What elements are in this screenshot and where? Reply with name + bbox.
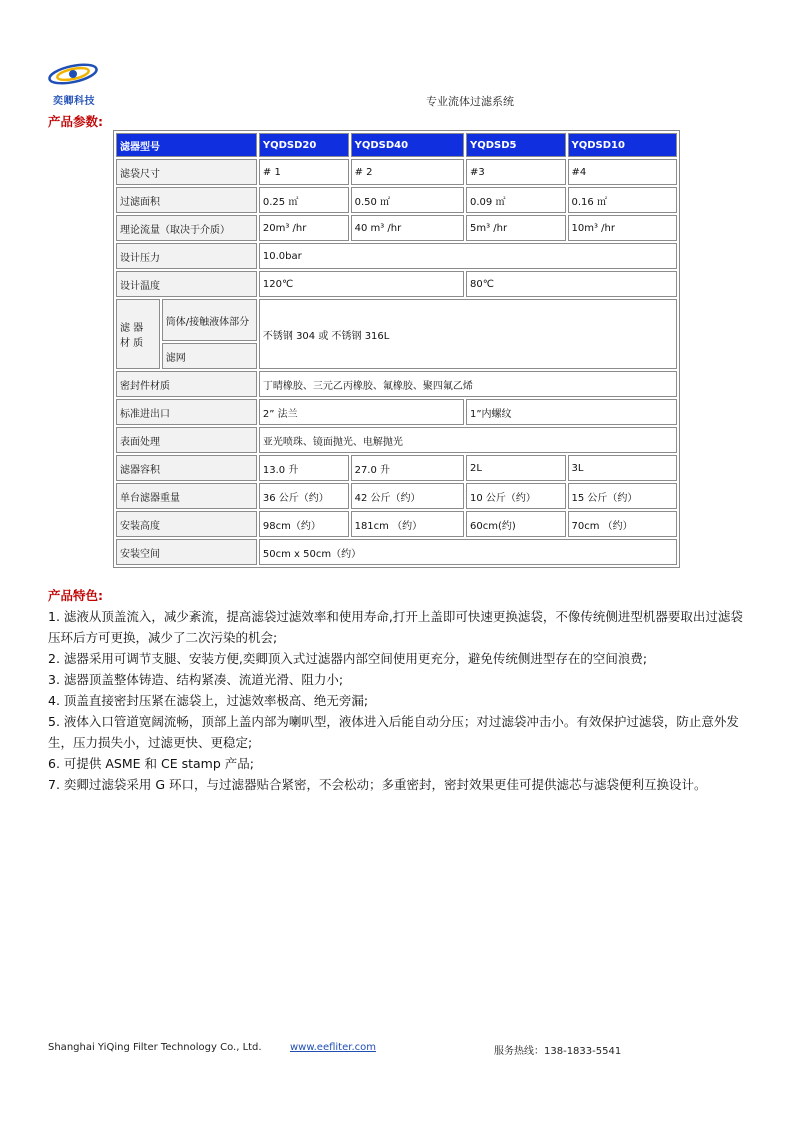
- feature-item: 6. 可提供 ASME 和 CE stamp 产品;: [48, 756, 254, 771]
- table-cell: 42 公斤（约）: [351, 483, 464, 509]
- table-row: [116, 299, 677, 341]
- table-cell: #4: [568, 159, 678, 185]
- row-label: 密封件材质: [116, 371, 257, 397]
- table-row: [116, 215, 677, 241]
- document-title: 专业流体过滤系统: [426, 95, 514, 108]
- table-cell: 20m³ /hr: [259, 215, 349, 241]
- table-cell: 亚光喷珠、镜面抛光、电解抛光: [259, 427, 677, 453]
- table-cell: 0.25 ㎡: [259, 187, 349, 213]
- header-cell: YQDSD40: [351, 133, 464, 157]
- table-row: [116, 159, 677, 185]
- row-label: 滤袋尺寸: [116, 159, 257, 185]
- table-row: [116, 271, 677, 297]
- row-label: 设计温度: [116, 271, 257, 297]
- table-cell: 80℃: [466, 271, 677, 297]
- feature-item: 4. 顶盖直接密封压紧在滤袋上，过滤效率极高、绝无旁漏;: [48, 693, 369, 708]
- row-label: 单台滤器重量: [116, 483, 257, 509]
- table-cell: # 1: [259, 159, 349, 185]
- table-cell: 10.0bar: [259, 243, 677, 269]
- row-label: 过滤面积: [116, 187, 257, 213]
- footer-hotline: 服务热线：138-1833-5541: [494, 1046, 622, 1057]
- table-row: [116, 371, 677, 397]
- row-label: 表面处理: [116, 427, 257, 453]
- footer-website-link[interactable]: www.eefliter.com: [290, 1042, 376, 1053]
- table-cell: # 2: [351, 159, 464, 185]
- header-cell: YQDSD5: [466, 133, 566, 157]
- table-row: [116, 455, 677, 481]
- table-cell: 15 公斤（约）: [568, 483, 678, 509]
- row-label: 滤 器 材 质: [116, 299, 160, 369]
- table-row: [116, 427, 677, 453]
- row-sublabel: 筒体/接触液体部分: [162, 299, 257, 341]
- row-label: 标准进出口: [116, 399, 257, 425]
- table-cell: 1”内螺纹: [466, 399, 677, 425]
- table-cell: 0.50 ㎡: [351, 187, 464, 213]
- row-label: 滤器容积: [116, 455, 257, 481]
- row-label: 安装高度: [116, 511, 257, 537]
- params-table: [113, 130, 680, 568]
- features-list: [48, 606, 748, 795]
- row-label: 设计压力: [116, 243, 257, 269]
- row-label: 安装空间: [116, 539, 257, 565]
- table-row: [116, 539, 677, 565]
- table-cell: 5m³ /hr: [466, 215, 566, 241]
- feature-item: 7. 奕卿过滤袋采用 G 环口，与过滤器贴合紧密，不会松动；多重密封，密封效果更佳可提供滤芯与滤袋便利互换设计。: [48, 777, 707, 792]
- table-cell: 2L: [466, 455, 566, 481]
- table-cell: 181cm （约）: [351, 511, 464, 537]
- table-row: [116, 187, 677, 213]
- table-cell: 120℃: [259, 271, 464, 297]
- table-cell: 60cm(约): [466, 511, 566, 537]
- table-cell: #3: [466, 159, 566, 185]
- row-sublabel: 滤网: [162, 343, 257, 369]
- feature-item: 1. 滤液从顶盖流入，减少紊流，提高滤袋过滤效率和使用寿命,打开上盖即可快速更换滤袋，不像传统侧进型机器要取出过滤袋压环后方可更换，减少了二次污染的机会;: [48, 609, 743, 645]
- header-cell: 滤器型号: [116, 133, 257, 157]
- table-cell: 40 m³ /hr: [351, 215, 464, 241]
- feature-item: 2. 滤器采用可调节支腿、安装方便,奕卿顶入式过滤器内部空间使用更充分，避免传统侧进型存在的空间浪费;: [48, 651, 648, 666]
- logo-text: 奕卿科技: [53, 96, 95, 107]
- table-cell: 0.09 ㎡: [466, 187, 566, 213]
- table-cell: 10 公斤（约）: [466, 483, 566, 509]
- table-cell: 丁晴橡胶、三元乙丙橡胶、氟橡胶、聚四氟乙烯: [259, 371, 677, 397]
- table-cell: 70cm （约）: [568, 511, 678, 537]
- features-section-title: 产品特色:: [48, 588, 103, 603]
- table-row: [116, 243, 677, 269]
- table-cell: 3L: [568, 455, 678, 481]
- table-cell: 不锈钢 304 或 不锈钢 316L: [259, 299, 677, 369]
- table-cell: 13.0 升: [259, 455, 349, 481]
- header-cell: YQDSD20: [259, 133, 349, 157]
- table-cell: 10m³ /hr: [568, 215, 678, 241]
- table-cell: 36 公斤（约）: [259, 483, 349, 509]
- table-cell: 0.16 ㎡: [568, 187, 678, 213]
- table-cell: 98cm（约）: [259, 511, 349, 537]
- table-row: [116, 511, 677, 537]
- table-header-row: [116, 133, 677, 157]
- table-row: [116, 399, 677, 425]
- table-cell: 50cm x 50cm（约）: [259, 539, 677, 565]
- table-cell: 27.0 升: [351, 455, 464, 481]
- table-row: [116, 483, 677, 509]
- feature-item: 5. 液体入口管道宽阔流畅，顶部上盖内部为喇叭型，液体进入后能自动分压；对过滤袋冲击小。有效保护过滤袋，防止意外发生，压力损失小，过滤更快、更稳定;: [48, 714, 739, 750]
- table-cell: 2” 法兰: [259, 399, 464, 425]
- params-section-title: 产品参数:: [48, 114, 103, 129]
- feature-item: 3. 滤器顶盖整体铸造、结构紧凑、流道光滑、阻力小;: [48, 672, 344, 687]
- footer-company: Shanghai YiQing Filter Technology Co., Ltd.: [48, 1042, 262, 1053]
- row-label: 理论流量（取决于介质）: [116, 215, 257, 241]
- header-cell: YQDSD10: [568, 133, 678, 157]
